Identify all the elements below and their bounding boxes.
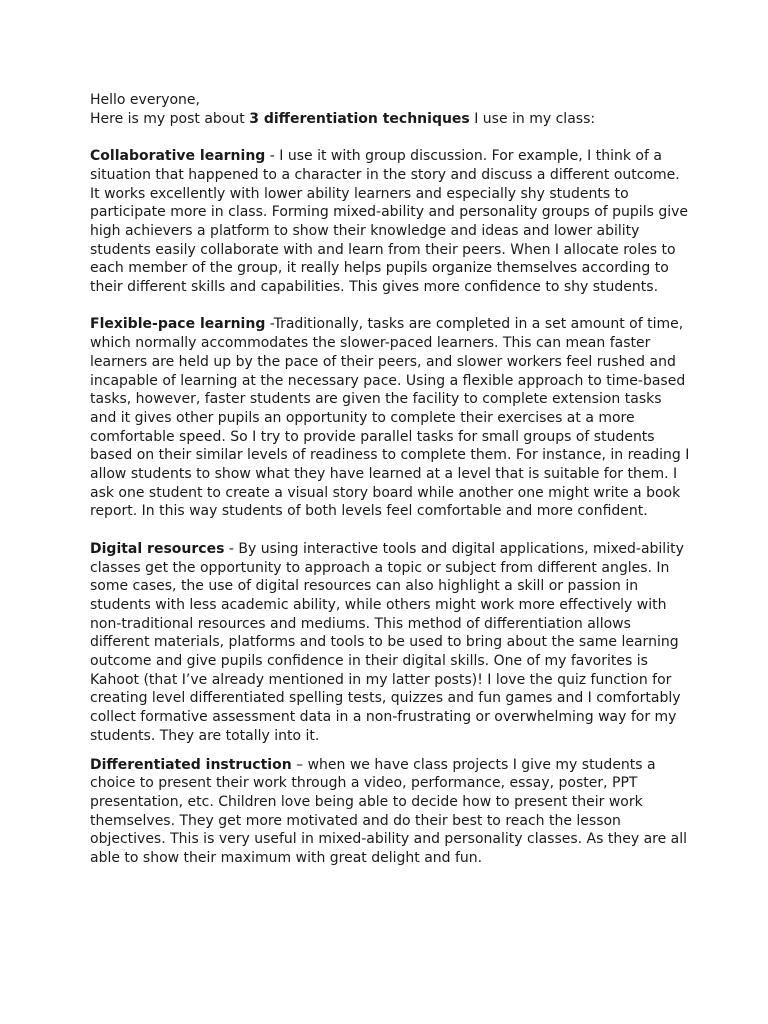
section-heading: Collaborative learning	[90, 148, 266, 165]
section-body: -Traditionally, tasks are completed in a set amount of time, which normally accommodates the slower-paced learners. This can mean faster learners are held up by the pace of their peers, and slower workers feel rushed and incapable of learning at the necessary pace. Using a flexible approach to time-based tasks, however, faster students are given the facility to complete extension tasks and it gives other pupils an opportunity to complete their exercises at a more comfortable speed. So I try to provide parallel tasks for small groups of students based on their similar levels of readiness to complete them. For instance, in reading I allow students to show what they have learned at a level that is suitable for them. I ask one student to create a visual story board while another one might write a book report. In this way students of both levels feel comfortable and more confident.	[90, 316, 690, 520]
section-flexible-pace-learning	[90, 315, 690, 521]
greeting: Hello everyone,	[90, 92, 200, 108]
section-body: – when we have class projects I give my students a choice to present their work through a video, performance, essay, poster, PPT presentation, etc. Children love being able to decide how to present their work themselves. They get more motivated and do their best to reach the lesson objectives. This is very useful in mixed-ability and personality classes. As they are all able to show their maximum with great delight and fun.	[90, 756, 688, 867]
section-heading: Flexible-pace learning	[90, 316, 266, 333]
intro-prefix: Here is my post about	[90, 110, 250, 127]
section-digital-resources	[90, 540, 690, 746]
intro-line	[90, 110, 690, 129]
section-body: - I use it with group discussion. For example, I think of a situation that happened to a character in the story and discuss a different outcome. It works excellently with lower ability learners and especially shy students to participate more in class. Forming mixed-ability and personality groups of pupils give high achievers a platform to show their knowledge and ideas and lower ability students easily collaborate with and learn from their peers. When I allocate roles to each member of the group, it really helps pupils organize themselves according to their different skills and capabilities. This gives more confidence to shy students.	[90, 148, 689, 296]
section-heading: Digital resources	[90, 540, 225, 557]
document-page	[90, 91, 690, 868]
section-heading: Differentiated instruction	[90, 756, 292, 773]
section-collaborative-learning	[90, 147, 690, 297]
intro-suffix: I use in my class:	[469, 110, 596, 127]
section-differentiated-instruction	[90, 756, 690, 868]
section-body: - By using interactive tools and digital applications, mixed-ability classes get the opportunity to approach a topic or subject from different angles. In some cases, the use of digital resources can also highlight a skill or passion in students with less academic ability, while others might work more effectively with non-traditional resources and mediums. This method of differentiation allows different materials, platforms and tools to be used to bring about the same learning outcome and give pupils confidence in their digital skills. One of my favorites is Kahoot (that I’ve already mentioned in my latter posts)! I love the quiz function for creating level differentiated spelling tests, quizzes and fun games and I comfortably collect formative assessment data in a non-frustrating or overwhelming way for my students. They are totally into it.	[90, 540, 684, 744]
intro-bold: 3 differentiation techniques	[249, 110, 470, 127]
